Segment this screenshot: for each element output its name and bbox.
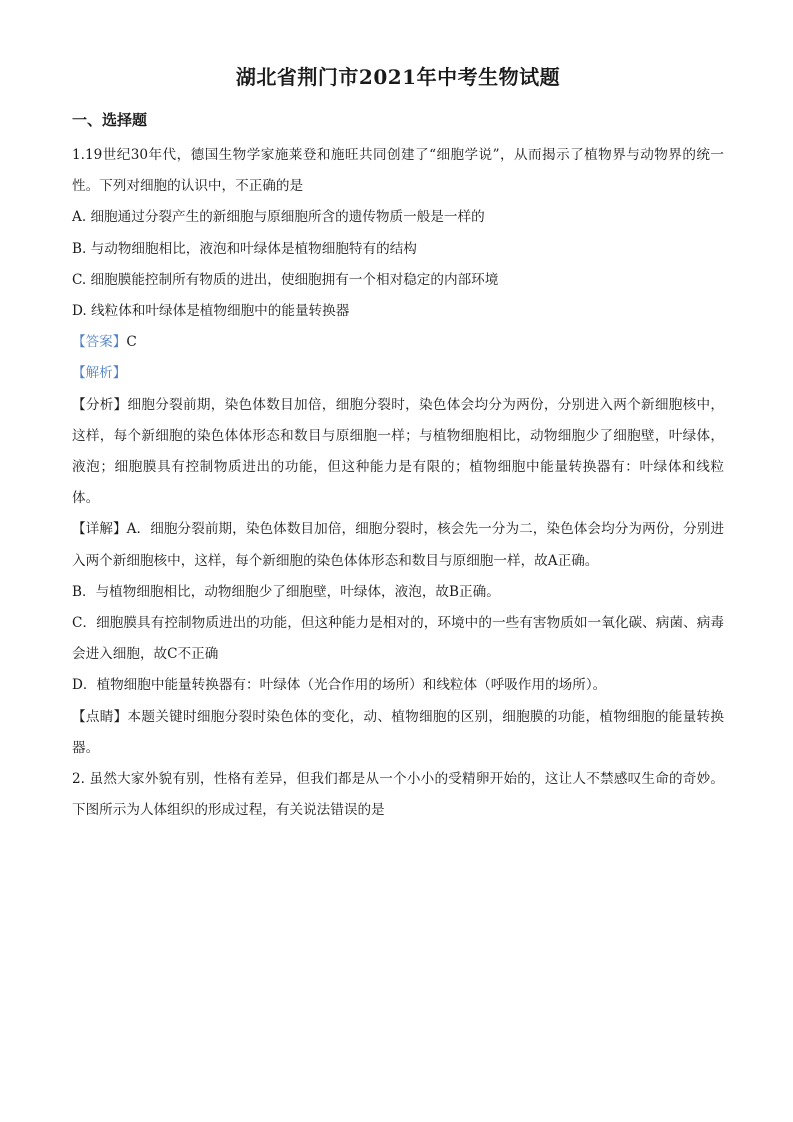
answer-line (72, 327, 724, 358)
dianjing-text: 本题关键时细胞分裂时染色体的变化，动、植物细胞的区别，细胞膜的功能，植物细胞的能量转换器。 (72, 708, 724, 756)
question-stem (72, 764, 724, 826)
analysis-line (72, 358, 724, 389)
dianjing-paragraph (72, 702, 724, 764)
detail-b: B．与植物细胞相比，动物细胞少了细胞壁，叶绿体，液泡，故B正确。 (72, 583, 500, 600)
xiangjie-paragraph (72, 514, 724, 576)
question-2 (72, 764, 724, 826)
question-number: 2. (72, 771, 85, 788)
fenxi-label: 【分析】 (72, 396, 128, 413)
section-heading: 一、选择题 (72, 111, 148, 129)
analysis-label: 【解析】 (72, 365, 127, 382)
question-number: 1. (72, 147, 85, 163)
detail-d: D．植物细胞中能量转换器有：叶绿体（光合作用的场所）和线粒体（呼吸作用的场所）。 (72, 677, 607, 694)
question-stem (72, 140, 724, 202)
xiangjie-text: A．细胞分裂前期，染色体数目加倍，细胞分裂时，核会先一分为二，染色体会均分为两份，分别进入两个新细胞核中，这样，每个新细胞的染色体体形态和数目与原细胞一样，故A正确。 (72, 521, 724, 569)
fenxi-paragraph (72, 390, 724, 515)
option-d: D. 线粒体和叶绿体是植物细胞中的能量转换器 (72, 303, 350, 320)
page-title: 湖北省荆门市2021年中考生物试题 (235, 65, 561, 89)
document-page (72, 62, 724, 826)
option-b: B. 与动物细胞相比，液泡和叶绿体是植物细胞特有的结构 (72, 240, 417, 257)
question-text: 虽然大家外貌有别，性格有差异，但我们都是从一个小小的受精卵开始的，这让人不禁感叹生命的奇妙。下图所示为人体组织的形成过程，有关说法错误的是 (72, 771, 724, 819)
option-c: C. 细胞膜能控制所有物质的进出，使细胞拥有一个相对稳定的内部环境 (72, 271, 499, 288)
answer-label: 【答案】 (72, 334, 127, 351)
fenxi-text: 细胞分裂前期，染色体数目加倍，细胞分裂时，染色体会均分为两份，分别进入两个新细胞核中，这样，每个新细胞的染色体体形态和数目与原细胞一样；与植物细胞相比，动物细胞少了细胞壁，叶绿体，液泡；细胞膜具有控制物质进出的功能，但这种能力是有限的；植物细胞中能量转换器有：叶绿体和线粒体。 (72, 396, 724, 507)
option-a: A. 细胞通过分裂产生的新细胞与原细胞所含的遗传物质一般是一样的 (72, 209, 485, 226)
dianjing-label: 【点睛】 (72, 708, 128, 725)
answer-value: C (126, 334, 137, 351)
detail-c: C．细胞膜具有控制物质进出的功能，但这种能力是相对的，环境中的一些有害物质如一氧化碳、病菌、病毒会进入细胞，故C不正确 (72, 615, 724, 663)
xiangjie-label: 【详解】 (72, 521, 127, 538)
question-text: 19世纪30年代，德国生物学家施莱登和施旺共同创建了“细胞学说”，从而揭示了植物界与动物界的统一性。下列对细胞的认识中，不正确的是 (72, 147, 724, 195)
question-1 (72, 140, 724, 764)
